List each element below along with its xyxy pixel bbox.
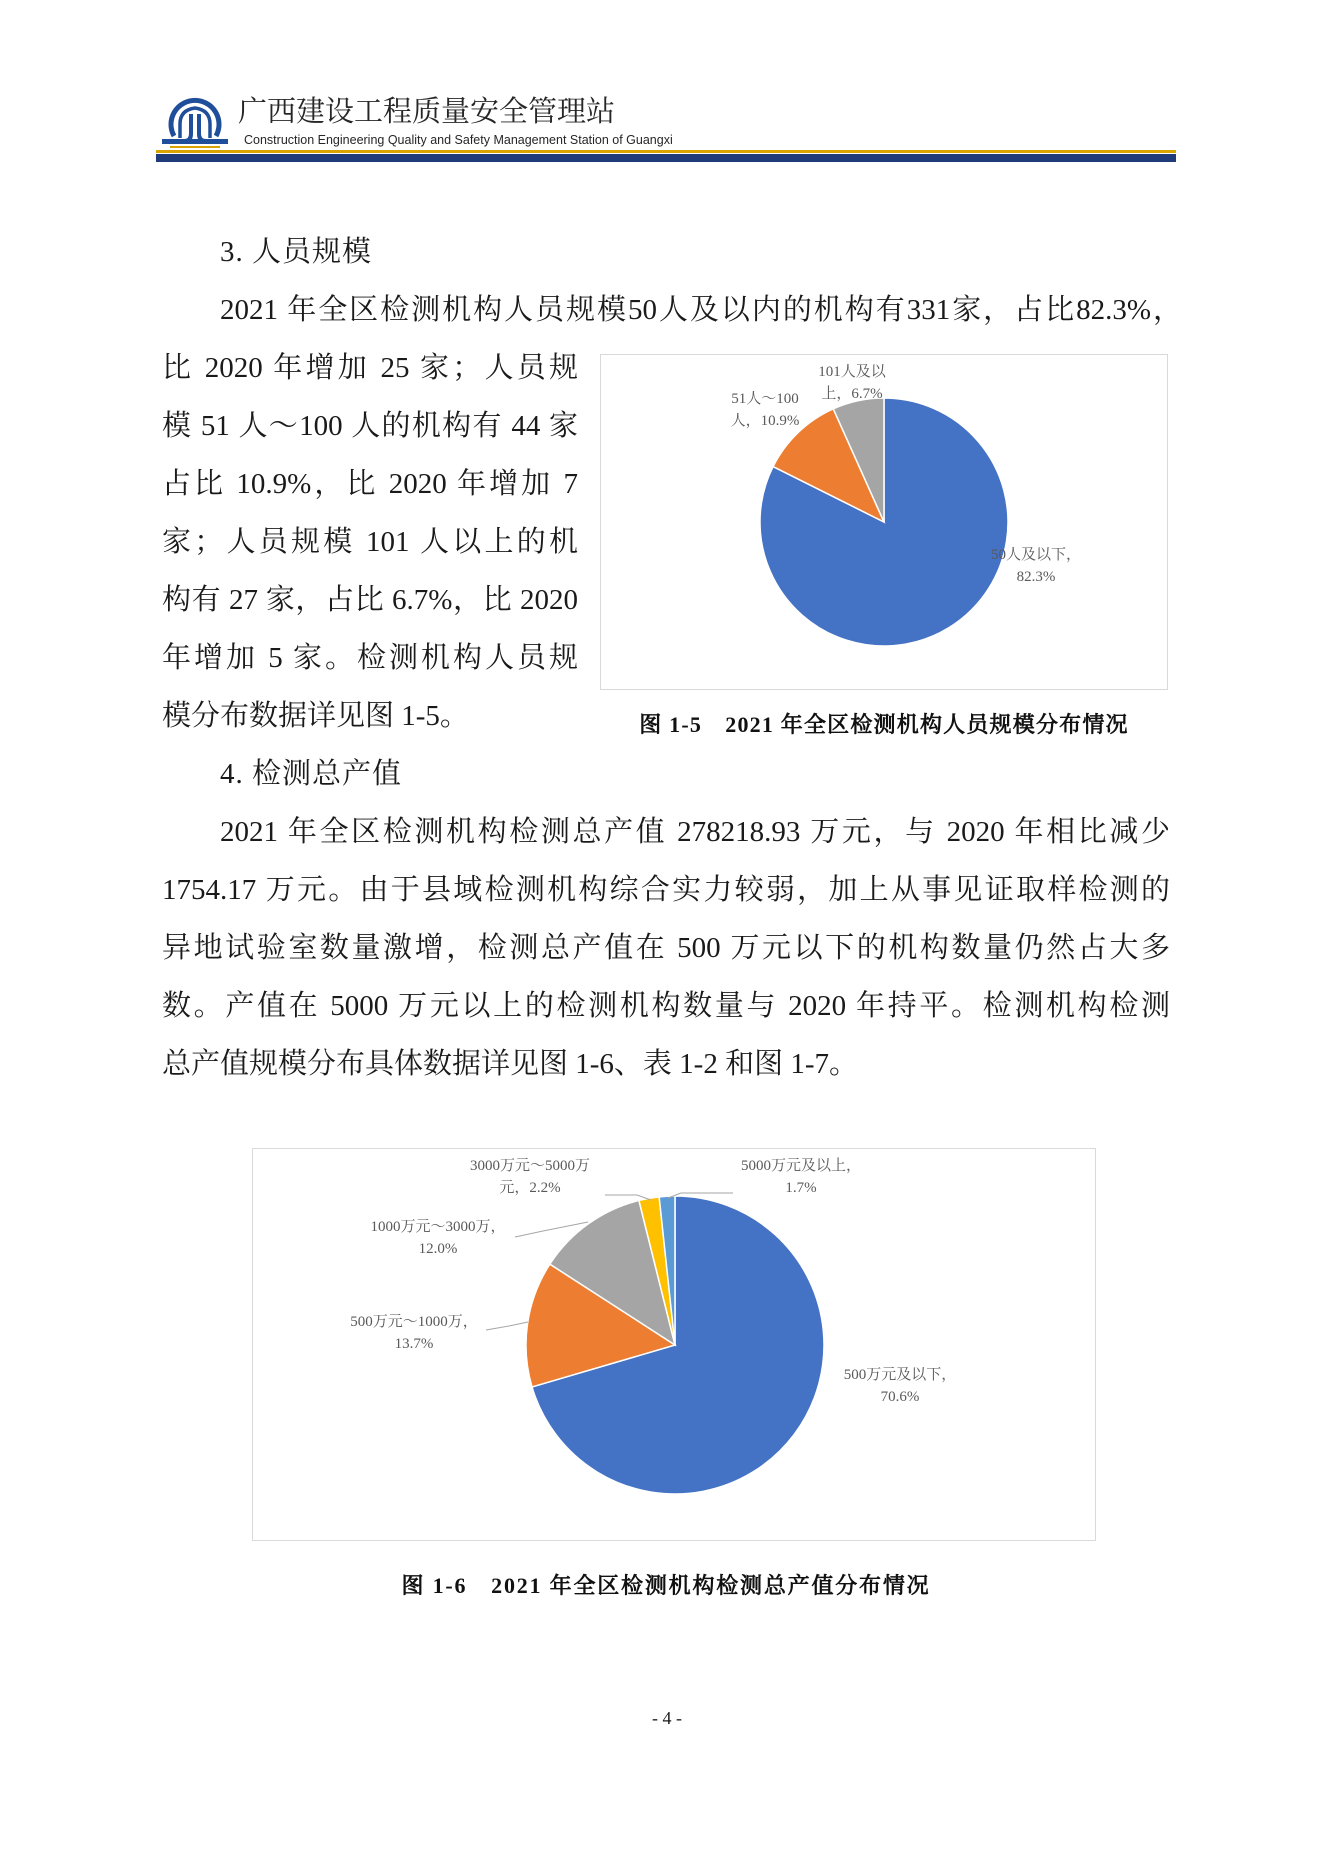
data-label-4	[470, 1157, 590, 1196]
body-text-line: 比 2020 年增加 25 家；人员规	[162, 352, 578, 384]
section-heading: 3. 人员规模	[220, 236, 373, 268]
header-rule-navy	[156, 154, 1176, 162]
body-text-line: 模 51 人～100 人的机构有 44 家	[162, 410, 578, 442]
organization-name-en: Construction Engineering Quality and Safety Management Station of Guangxi	[244, 133, 673, 147]
body-text-line: 年增加 5 家。检测机构人员规	[162, 642, 578, 674]
logo-base-bar	[162, 139, 228, 144]
body-text-line: 家；人员规模 101 人以上的机	[162, 526, 578, 558]
body-text-line: 1754.17 万元。由于县域检测机构综合实力较弱，加上从事见证取样检测的	[162, 874, 1170, 906]
data-label-line: 元，2.2%	[499, 1180, 561, 1196]
body-text-line: 占比 10.9%，比 2020 年增加 7	[162, 468, 578, 500]
logo-letter-left	[184, 114, 191, 141]
body-text-line: 构有 27 家，占比 6.7%，比 2020	[162, 584, 578, 616]
data-label-1	[844, 1366, 957, 1405]
header-rule-gold	[156, 150, 1176, 153]
section-heading: 4. 检测总产值	[220, 758, 403, 790]
data-label-line: 3000万元～5000万	[469, 1158, 591, 1174]
data-label-line: 82.3%	[1016, 569, 1056, 585]
body-text-line: 2021 年全区检测机构检测总产值 278218.93 万元，与 2020 年相比减少	[220, 816, 1170, 848]
figure-1-5-caption: 图 1-5 2021 年全区检测机构人员规模分布情况	[639, 712, 1129, 737]
organization-name-cn: 广西建设工程质量安全管理站	[238, 96, 616, 128]
body-text-line: 模分布数据详见图 1-5。	[162, 700, 469, 732]
logo-gold-bar	[170, 146, 220, 148]
data-label-5	[741, 1157, 861, 1196]
page-number: - 4 -	[652, 1708, 682, 1728]
data-label-line: 101人及以	[818, 364, 886, 380]
data-label-line: 50人及以下，	[990, 547, 1082, 563]
figure-1-5-frame	[600, 354, 1168, 690]
data-label-2	[350, 1313, 478, 1352]
data-label-1	[991, 546, 1081, 585]
data-label-3	[370, 1218, 505, 1257]
leader-line-2	[486, 1322, 528, 1330]
body-text-line: 异地试验室数量激增，检测总产值在 500 万元以下的机构数量仍然占大多	[162, 932, 1170, 964]
data-label-line: 1000万元～3000万，	[370, 1219, 506, 1235]
pie-chart-output-value	[253, 1149, 1095, 1540]
pie-slices	[526, 1196, 824, 1494]
data-label-line: 70.6%	[880, 1389, 920, 1405]
organization-logo-icon	[160, 92, 230, 152]
data-label-2	[731, 390, 800, 429]
pie-slices	[760, 398, 1008, 646]
data-label-line: 12.0%	[418, 1241, 458, 1257]
data-label-3	[818, 363, 887, 402]
data-label-line: 5000万元及以上，	[740, 1158, 862, 1174]
logo-arch	[180, 108, 210, 138]
data-label-line: 13.7%	[394, 1336, 434, 1352]
body-text-line: 数。产值在 5000 万元以上的检测机构数量与 2020 年持平。检测机构检测	[162, 990, 1170, 1022]
body-text-line: 2021 年全区检测机构人员规模50人及以内的机构有331家，占比82.3%，	[220, 294, 1182, 326]
data-label-line: 500万元及以下，	[843, 1367, 957, 1383]
logo-letter-right	[199, 114, 206, 141]
pie-chart-staff-size	[601, 355, 1167, 689]
logo-ring	[171, 100, 219, 136]
body-text-line: 总产值规模分布具体数据详见图 1-6、表 1-2 和图 1-7。	[162, 1048, 858, 1080]
figure-1-6-frame	[252, 1148, 1096, 1541]
data-label-line: 人，10.9%	[730, 413, 800, 429]
data-label-line: 1.7%	[785, 1180, 817, 1196]
data-label-line: 51人～100	[731, 391, 799, 407]
data-label-line: 上，6.7%	[821, 386, 883, 402]
figure-1-6-caption: 图 1-6 2021 年全区检测机构检测总产值分布情况	[401, 1573, 931, 1598]
data-label-line: 500万元～1000万，	[350, 1314, 478, 1330]
